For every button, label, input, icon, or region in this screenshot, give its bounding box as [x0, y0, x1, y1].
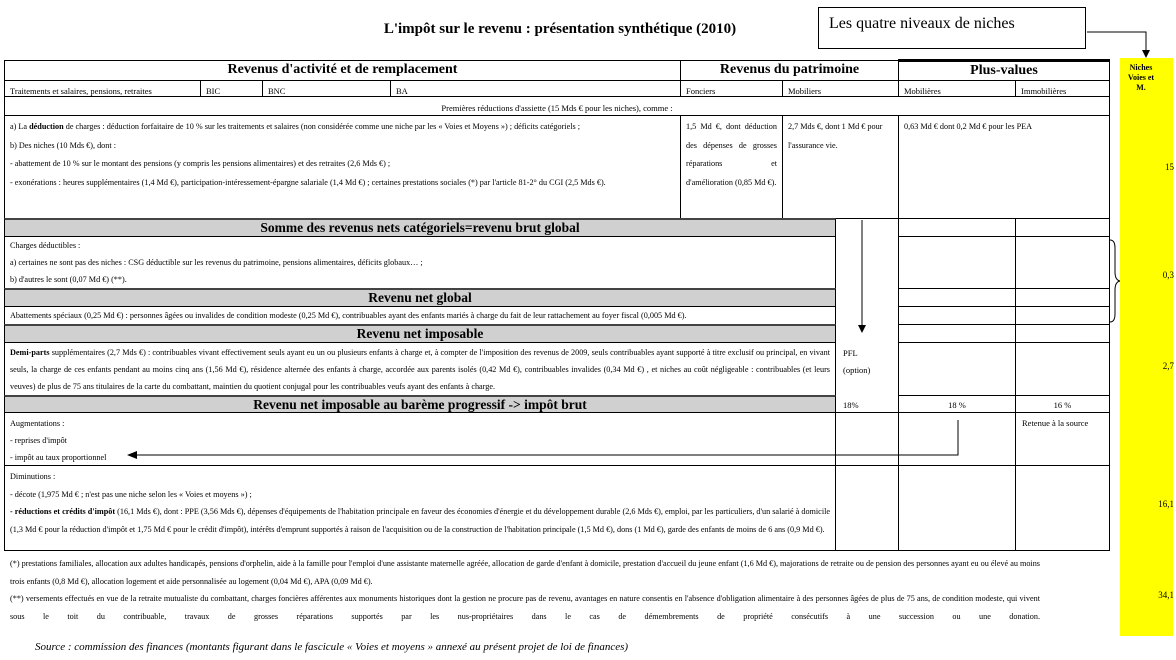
subheader-bnc: BNC — [262, 80, 391, 97]
niches-value: 16,1 — [1158, 499, 1174, 509]
diminutions-reductions-bold: - réductions et crédits d'impôt — [10, 507, 116, 516]
grid-line — [835, 465, 1110, 466]
grid-line — [898, 324, 1110, 325]
diminutions-cell — [4, 465, 836, 551]
demiparts-bold: Demi-parts — [10, 348, 50, 357]
premieres-reductions: Premières réductions d'assiette (15 Mds € pour les niches), comme : — [4, 96, 1110, 116]
deduction-cell — [4, 115, 681, 219]
grid-line — [898, 395, 1110, 396]
abattements-cell: Abattements spéciaux (0,25 Md €) : personnes âgées ou invalides de condition modeste (0,25 Md €), contribuables ayant des enfants mariés à charge du fait de leur rattachement au foyer fiscal (0,005 Md €). — [4, 306, 836, 325]
niches-value: 34,1 — [1158, 590, 1174, 600]
subheader-bic: BIC — [200, 80, 263, 97]
page-title: L'impôt sur le revenu : présentation synthétique (2010) — [383, 21, 737, 37]
deduction-a-rest: de charges : déduction forfaitaire de 10 % sur les traitements et salaires (non considérée comme une niche par les « Voies et Moyens ») ; déficits catégoriels ; — [63, 122, 580, 131]
header-patrimoine: Revenus du patrimoine — [680, 60, 899, 81]
source-note: Source : commission des finances (montants figurant dans le fascicule « Voies et moyens » annexé au présent projet de loi de finances) — [35, 641, 629, 653]
rate-immobilieres: 16 % — [1053, 400, 1072, 410]
subheader-fonciers: Fonciers — [680, 80, 783, 97]
retenue-source: Retenue à la source — [1022, 418, 1089, 428]
callout-arrowhead — [1142, 50, 1150, 58]
niches-value: 2,7 — [1162, 361, 1174, 371]
charges-b: b) d'autres le sont (0,07 Md €) (**). — [10, 275, 127, 284]
pfl-option: (option) — [843, 365, 871, 375]
callout-box: Les quatre niveaux de niches — [818, 7, 1086, 49]
augmentations-reprises: - reprises d'impôt — [10, 436, 67, 445]
augmentations-proportionnel: - impôt au taux proportionnel — [10, 453, 107, 462]
subheader-ba: BA — [390, 80, 681, 97]
header-activite: Revenus d'activité et de remplacement — [4, 60, 681, 81]
niches-column — [1120, 58, 1173, 636]
augmentations-cell — [4, 412, 836, 466]
footnote-2: (**) versements effectués en vue de la retraite mutualiste du combattant, charges foncières afférentes aux monuments historiques dont la gestion ne procure pas de revenu, avantages en nature consentis en l'absence d'obligation alimentaire à des personnes âgées de plus de 75 ans, de condition modeste, qui vivent sous le toit du contribuable, travaux de grosses réparations supportés par les nus-propriétaires dans le cas de démembrements de propriété consécutifs à une succession ou une donation. — [10, 594, 1040, 621]
grid-line — [898, 288, 1110, 289]
band-revenu-net-imposable: Revenu net imposable — [4, 324, 836, 343]
demiparts-cell — [4, 342, 836, 396]
diminutions-reductions: (16,1 Mds €), dont : PPE (3,56 Mds €), dépenses d'équipements de l'habitation principale en faveur des économies d'énergie et du développement durable (2,6 Mds €), emploi, par les particuliers, d'un salarié à domicile (1,3 Md € pour la réduction d'impôt et 1,75 Md € pour le crédit d'impôt), intérêts d'emprunt supportés à raison de l'acquisition ou de la construction de l'habitation principale (1,5 Md €), dons (1 Md €), garde des enfants de moins de 6 ans (0,9 Md €). — [10, 507, 830, 534]
diminutions-title: Diminutions : — [10, 472, 56, 481]
charges-a: a) certaines ne sont pas des niches : CSG déductible sur les revenus du patrimoine, pensions alimentaires, déficits globaux… ; — [10, 258, 423, 267]
deduction-bold: déduction — [29, 122, 64, 131]
rate-pfl: 18% — [843, 400, 859, 410]
grid-col-immo — [1015, 218, 1110, 551]
callout-arrow — [1087, 32, 1146, 52]
demiparts-text: supplémentaires (2,7 Mds €) : contribuables vivant effectivement seuls ayant eu un ou plusieurs enfants à charge et, à compter de l'imposition des revenus de 2009, seuls contribuables ayant supporté à titre exclusif ou principal, en vivant seuls, la charge de ces enfants pendant au moins cinq ans (1,56 Md €), résidence alternée des enfants à charge, accordée aux parents isolés (0,42 Md €), contribuables invalides (0,34 Md €) , et niches au coût négligeable : contribuables (et leurs veuves) de plus de 75 ans titulaires de la carte du combattant, maintien du quotient conjugal pour les contribuables veufs ayant des enfants à charge. — [10, 348, 830, 391]
subheader-immobilieres: Immobilières — [1015, 80, 1110, 97]
band-revenu-brut-global: Somme des revenus nets catégoriels=revenu brut global — [4, 218, 836, 237]
band-bareme-progressif: Revenu net imposable au barème progressif -> impôt brut — [4, 395, 836, 413]
niches-value: 0,3 — [1162, 270, 1174, 280]
niches-header: Niches Voies et M. — [1127, 63, 1155, 92]
charges-title: Charges déductibles : — [10, 241, 81, 250]
grid-line — [835, 412, 1110, 413]
grid-line — [898, 342, 1110, 343]
band-revenu-net-global: Revenu net global — [4, 288, 836, 307]
grid-col-mob — [898, 218, 1016, 551]
subheader-mobiliers: Mobiliers — [782, 80, 899, 97]
deduction-a: a) La — [10, 122, 30, 131]
mobiliers-cell: 2,7 Mds €, dont 1 Md € pour l'assurance vie. — [782, 115, 899, 219]
footnote-1: (*) prestations familiales, allocation aux adultes handicapés, pensions d'orphelin, aide à la famille pour l'emploi d'une assistante maternelle agréée, allocation de garde d'enfant à domicile, prestation d'accueil du jeune enfant (1,6 Md €), majorations de retraite ou de pension des personnes ayant eu ou élevé au moins trois enfants (0,8 Md €), allocation logement et aide personnalisée au logement (0,04 Md €), APA (0,09 Md €). — [10, 559, 1040, 586]
subheader-traitements: Traitements et salaires, pensions, retraites — [4, 80, 201, 97]
pfl-label: PFL — [843, 348, 858, 358]
deduction-pensions: - abattement de 10 % sur le montant des pensions (y compris les pensions alimentaires) et des retraites (2,6 Mds €) ; — [10, 159, 391, 168]
niches-value: 15 — [1165, 162, 1174, 172]
brace-icon — [1110, 240, 1120, 322]
subheader-mobilieres: Mobilières — [898, 80, 1016, 97]
augmentations-title: Augmentations : — [10, 419, 65, 428]
deduction-b: b) Des niches (10 Mds €), dont : — [10, 140, 116, 150]
charges-cell — [4, 236, 836, 289]
grid-col-pfl — [835, 218, 899, 551]
diminutions-decote: - décote (1,975 Md € ; n'est pas une niche selon les « Voies et moyens ») ; — [10, 489, 252, 499]
grid-line — [898, 236, 1110, 237]
pv-mobilieres-cell: 0,63 Md € dont 0,2 Md € pour les PEA — [898, 115, 1110, 219]
rate-mobilieres: 18 % — [948, 400, 966, 410]
fonciers-cell: 1,5 Md €, dont déduction des dépenses de grosses réparations et d'amélioration (0,85 Md €). — [680, 115, 783, 219]
deduction-exonerations: - exonérations : heures supplémentaires (1,4 Md €), participation-intéressement-épargne salariale (1,4 Md €) ; certaines prestations sociales (*) par l'article 81-2° du CGI (2,5 Mds €). — [10, 177, 606, 187]
header-plus-values: Plus-values — [898, 59, 1110, 81]
grid-line — [898, 306, 1110, 307]
